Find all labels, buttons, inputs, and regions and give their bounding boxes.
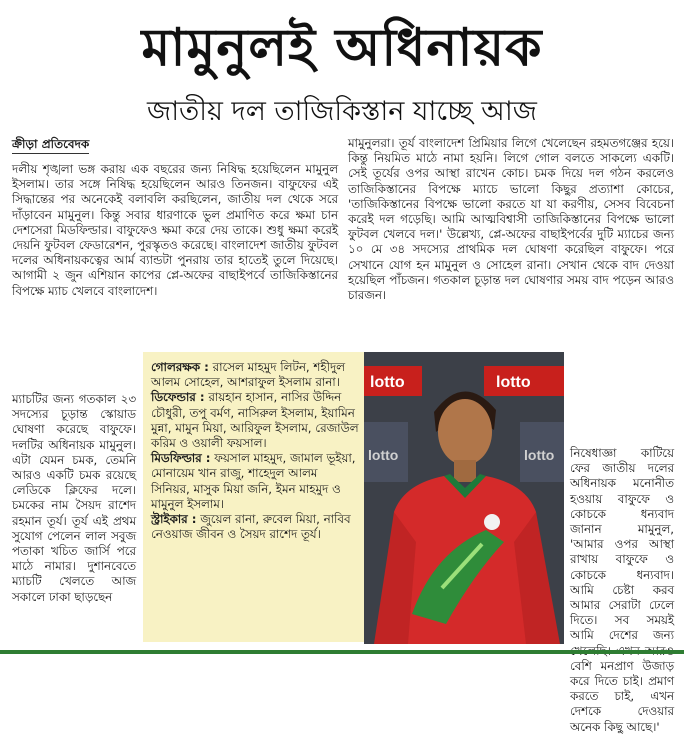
jersey-badge (484, 514, 500, 530)
subheadline: জাতীয় দল তাজিকিস্তান যাচ্ছে আজ (147, 96, 537, 127)
player-neck (454, 460, 476, 482)
player-face (438, 399, 492, 465)
player-photo (364, 352, 564, 644)
article-body-column-4: নিষেধাজ্ঞা কাটিয়ে ফের জাতীয় দলের অধিনায়ক মনোনীত হওয়ায় বাফুফে ও কোচকে ধন্যবাদ জানান মামুনুল, 'আমার ওপর আস্থা রাখায় বাফুফে ও কোচকে ধন্যবাদ। আমি চেষ্টা করব আমার সেরাটা ঢেলে দিতে। সব সময়ই আমি দেশের জন্য বেশি মনপ্রাণ উজাড় করে দিতে চাই। প্রমাণ করতে চাই, এখন দেশকে দেওয়ার অনেক কিছু আছে।' (570, 446, 674, 734)
article-body-column-1: দলীয় শৃঙ্খলা ভঙ্গ করায় এক বছরের জন্য নিষিদ্ধ হয়েছিলেন মামুনুল ইসলাম। তার সঙ্গে নিষিদ্ধ হয়েছিলেন আরও তিনজন। বাফুফের এই সিদ্ধান্তের পর অনেকেই বলাবলি করছিলেন, জাতীয় দল থেকে সরে দাঁড়াবেন মামুনুল। কিন্তু সবার ধারণাকে ভুল প্রমাণিত করে ক্ষমা চান দেশসেরা মিডফিল্ডার। বাফুফেও ক্ষমা করে দেয় তাকে। শুধু ক্ষমা করেই দেয়নি ফুটবল ফেডারেশন, পুরস্কৃতও করেছে। বাংলাদেশ জাতীয় ফুটবল দলের অধিনায়কত্বের আর্ম ব্যান্ডটা পুনরায় তার হাতেই তুলে দিয়েছে। আগামী ২ জুন এশিয়ান কাপের প্লে-অফের বাছাইপর্বে তাজিকিস্তানের বিপক্ষে ম্যাচ খেলবে বাংলাদেশ। (12, 162, 338, 298)
squad-infobox (143, 352, 365, 642)
squad-list (143, 352, 365, 548)
sponsor-banner-text-left: lotto (370, 374, 405, 391)
striker-label: স্ট্রাইকার : (151, 512, 197, 527)
sponsor-banner-text-right: lotto (496, 374, 531, 391)
byline: ক্রীড়া প্রতিবেদক (12, 136, 89, 154)
defender-label: ডিফেন্ডার : (151, 390, 205, 405)
player-photo-icon (364, 352, 564, 644)
bottom-rule (0, 650, 684, 654)
defender-names: রায়হান হাসান, নাসির উদ্দিন চৌধুরী, তপু বর্মণ, নাসিরুল ইসলাম, ইয়ামিন মুন্না, মামুন মিয়া, আরিফুল ইসলাম, রেজাউল করিম ও ওয়ালী ফয়সাল। (151, 390, 359, 451)
sponsor-board-text-right: lotto (524, 447, 555, 463)
goalkeeper-names: রাসেল মাহমুদ লিটন, শহীদুল আলম সোহেল, আশরাফুল ইসলাম রানা। (151, 360, 345, 390)
article-body-column-2: ম্যাচটির জন্য গতকাল ২৩ সদস্যের চূড়ান্ত স্কোয়াড ঘোষণা করেছে বাফুফে। দলটির অধিনায়ক মামুনুল। এটা যেমন চমক, তেমনি আরও একটি চমক রয়েছে লেডিকে ক্লিফের দলে। চমকের নাম সৈয়দ রাশেদ রহমান তূর্য। তূর্য এই প্রথম সুযোগ পেলেন লাল সবুজ পতাকা খচিত জার্সি পরে মাঠে নামার। দুশানবেতে ম্যাচটি খেলতে আজ সকালে ঢাকা ছাড়ছেন (12, 392, 136, 604)
article-body-column-3: মামুনুলরা। তূর্য বাংলাদেশ প্রিমিয়ার লিগে খেলেছেন রহমতগঞ্জের হয়ে। কিন্তু নিয়মিত মাঠে নামা হয়নি। লিগে গোল বলতে সাকল্যে একটি। সেই তূর্যের ওপর আস্থা রাখেন কোচ। চমক দিয়ে দল গঠন করলেও তাজিকিস্তানের বিপক্ষে ম্যাচে ভালো কিছুর প্রত্যাশা কোচের, 'তাজিকিস্তানের বিপক্ষে ভালো করতে যা যা করণীয়, সেসব বিবেচনা করেই দল গড়েছি। আমি আত্মবিশ্বাসী তাজিকিস্তানের বিপক্ষে ভালো ফুটবল খেলবে দল।' উল্লেখ্য, প্লে-অফের বাছাইপর্বের দুটি ম্যাচের জন্য ১০ মে ৩৪ সদস্যের প্রাথমিক দল ঘোষণা করেছিল বাফুফে। পরে সেখানে যোগ হন মামুনুল ও সোহেল রানা। সেখান থেকে বাদ দেওয়া হয়েছিল পাঁচজন। গতকাল চূড়ান্ত দল ঘোষণার সময় বাদ পড়েন আরও চারজন। (348, 136, 674, 303)
striker-names: জুয়েল রানা, রুবেল মিয়া, নাবিব নেওয়াজ জীবন ও সৈয়দ রাশেদ তূর্য। (151, 512, 351, 542)
sponsor-board-text-left: lotto (368, 447, 399, 463)
goalkeeper-label: গোলরক্ষক : (151, 360, 209, 374)
midfielder-names: ফয়সাল মাহমুদ, জামাল ভূইয়া, মোনায়েম খান রাজু, শাহেদুল আলম সিনিয়র, মাসুক মিয়া জনি, ইমন মাহমুদ ও মামুনুল ইসলাম। (151, 451, 356, 511)
headline: মামুনুলই অধিনায়ক (141, 18, 543, 78)
midfielder-label: মিডফিল্ডার : (151, 451, 211, 466)
